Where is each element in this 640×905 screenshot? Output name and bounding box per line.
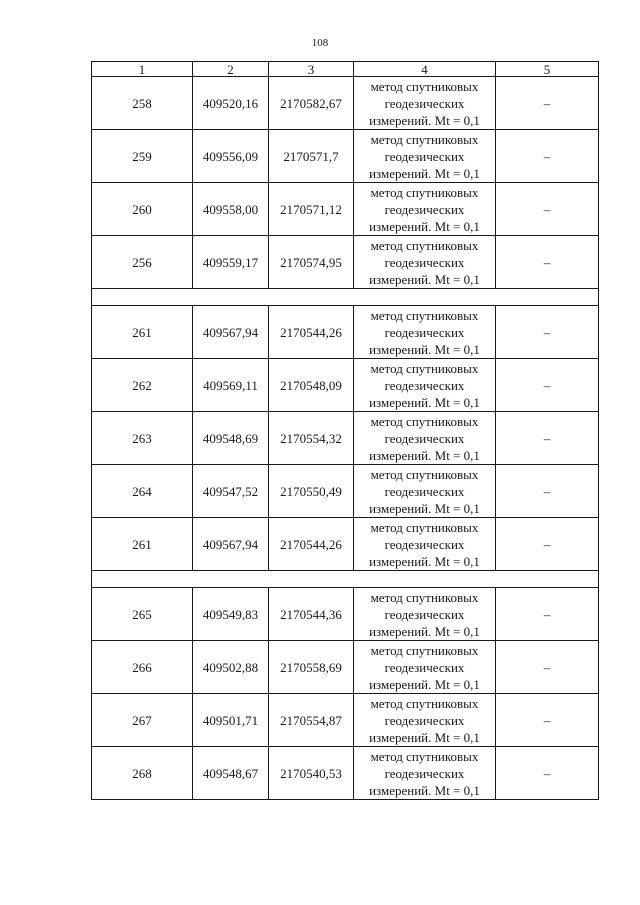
method-line: геодезических: [384, 254, 465, 270]
x-coordinate-cell: 409558,00: [193, 183, 269, 236]
x-coordinate-cell: 409556,09: [193, 130, 269, 183]
note-cell: –: [496, 236, 599, 289]
method-cell: [354, 412, 496, 465]
method-cell: [354, 359, 496, 412]
method-line: измерений. Mt = 0,1: [369, 447, 480, 463]
point-number-cell: 267: [92, 694, 193, 747]
point-number-cell: 261: [92, 306, 193, 359]
method-line: измерений. Mt = 0,1: [369, 341, 480, 357]
method-line: измерений. Mt = 0,1: [369, 782, 480, 798]
method-cell: [354, 641, 496, 694]
table-row: [92, 747, 599, 800]
method-line: геодезических: [384, 377, 465, 393]
point-number-cell: 259: [92, 130, 193, 183]
x-coordinate-cell: 409548,67: [193, 747, 269, 800]
x-coordinate-cell: 409549,83: [193, 588, 269, 641]
method-line: геодезических: [384, 95, 465, 111]
group-separator-cell: [92, 289, 599, 306]
method-cell: [354, 465, 496, 518]
table-row: [92, 641, 599, 694]
note-cell: –: [496, 77, 599, 130]
method-line: геодезических: [384, 483, 465, 499]
method-line: измерений. Mt = 0,1: [369, 394, 480, 410]
header-row: [92, 62, 599, 77]
x-coordinate-cell: 409559,17: [193, 236, 269, 289]
x-coordinate-cell: 409547,52: [193, 465, 269, 518]
header-cell-3: 3: [269, 62, 354, 77]
header-cell-4: 4: [354, 62, 496, 77]
point-number-cell: 258: [92, 77, 193, 130]
point-number-cell: 262: [92, 359, 193, 412]
header-cell-1: 1: [92, 62, 193, 77]
y-coordinate-cell: 2170544,36: [269, 588, 354, 641]
point-number-cell: 261: [92, 518, 193, 571]
header-cell-5: 5: [496, 62, 599, 77]
method-line: метод спутниковых: [370, 237, 479, 253]
note-cell: –: [496, 641, 599, 694]
y-coordinate-cell: 2170544,26: [269, 518, 354, 571]
method-cell: [354, 306, 496, 359]
method-line: геодезических: [384, 536, 465, 552]
table-row: [92, 359, 599, 412]
method-line: метод спутниковых: [370, 642, 479, 658]
method-line: измерений. Mt = 0,1: [369, 729, 480, 745]
note-cell: –: [496, 183, 599, 236]
method-line: метод спутниковых: [370, 748, 479, 764]
note-cell: –: [496, 130, 599, 183]
method-line: метод спутниковых: [370, 360, 479, 376]
x-coordinate-cell: 409567,94: [193, 306, 269, 359]
x-coordinate-cell: 409520,16: [193, 77, 269, 130]
method-line: метод спутниковых: [370, 307, 479, 323]
method-line: геодезических: [384, 606, 465, 622]
x-coordinate-cell: 409502,88: [193, 641, 269, 694]
method-line: измерений. Mt = 0,1: [369, 553, 480, 569]
group-separator-cell: [92, 571, 599, 588]
note-cell: –: [496, 465, 599, 518]
point-number-cell: 264: [92, 465, 193, 518]
header-cell-2: 2: [193, 62, 269, 77]
method-line: геодезических: [384, 324, 465, 340]
method-line: измерений. Mt = 0,1: [369, 623, 480, 639]
method-line: измерений. Mt = 0,1: [369, 676, 480, 692]
y-coordinate-cell: 2170554,87: [269, 694, 354, 747]
table-row: [92, 77, 599, 130]
table-body: [92, 62, 599, 800]
method-cell: [354, 518, 496, 571]
x-coordinate-cell: 409567,94: [193, 518, 269, 571]
note-cell: –: [496, 306, 599, 359]
note-cell: –: [496, 694, 599, 747]
y-coordinate-cell: 2170554,32: [269, 412, 354, 465]
group-separator-row: [92, 289, 599, 306]
note-cell: –: [496, 359, 599, 412]
point-number-cell: 266: [92, 641, 193, 694]
method-line: метод спутниковых: [370, 131, 479, 147]
point-number-cell: 268: [92, 747, 193, 800]
table-row: [92, 588, 599, 641]
table-row: [92, 518, 599, 571]
y-coordinate-cell: 2170548,09: [269, 359, 354, 412]
y-coordinate-cell: 2170540,53: [269, 747, 354, 800]
method-line: метод спутниковых: [370, 78, 479, 94]
table-row: [92, 130, 599, 183]
method-line: метод спутниковых: [370, 466, 479, 482]
x-coordinate-cell: 409569,11: [193, 359, 269, 412]
method-line: метод спутниковых: [370, 413, 479, 429]
table-row: [92, 694, 599, 747]
note-cell: –: [496, 518, 599, 571]
method-line: геодезических: [384, 712, 465, 728]
method-cell: [354, 236, 496, 289]
method-line: измерений. Mt = 0,1: [369, 218, 480, 234]
note-cell: –: [496, 588, 599, 641]
method-cell: [354, 183, 496, 236]
note-cell: –: [496, 747, 599, 800]
method-line: геодезических: [384, 148, 465, 164]
method-line: геодезических: [384, 430, 465, 446]
method-cell: [354, 130, 496, 183]
y-coordinate-cell: 2170571,12: [269, 183, 354, 236]
x-coordinate-cell: 409501,71: [193, 694, 269, 747]
point-number-cell: 260: [92, 183, 193, 236]
method-line: геодезических: [384, 659, 465, 675]
group-separator-row: [92, 571, 599, 588]
table-row: [92, 412, 599, 465]
y-coordinate-cell: 2170544,26: [269, 306, 354, 359]
y-coordinate-cell: 2170550,49: [269, 465, 354, 518]
method-line: измерений. Mt = 0,1: [369, 165, 480, 181]
point-number-cell: 263: [92, 412, 193, 465]
note-cell: –: [496, 412, 599, 465]
method-line: метод спутниковых: [370, 695, 479, 711]
table-row: [92, 306, 599, 359]
y-coordinate-cell: 2170558,69: [269, 641, 354, 694]
method-cell: [354, 77, 496, 130]
point-number-cell: 256: [92, 236, 193, 289]
method-line: геодезических: [384, 765, 465, 781]
method-line: измерений. Mt = 0,1: [369, 271, 480, 287]
y-coordinate-cell: 2170574,95: [269, 236, 354, 289]
method-line: метод спутниковых: [370, 589, 479, 605]
table-row: [92, 465, 599, 518]
method-line: измерений. Mt = 0,1: [369, 500, 480, 516]
point-number-cell: 265: [92, 588, 193, 641]
table-row: [92, 183, 599, 236]
coordinates-table: [91, 61, 599, 800]
method-line: метод спутниковых: [370, 184, 479, 200]
method-cell: [354, 747, 496, 800]
method-line: геодезических: [384, 201, 465, 217]
x-coordinate-cell: 409548,69: [193, 412, 269, 465]
method-line: метод спутниковых: [370, 519, 479, 535]
table-row: [92, 236, 599, 289]
y-coordinate-cell: 2170571,7: [269, 130, 354, 183]
y-coordinate-cell: 2170582,67: [269, 77, 354, 130]
method-cell: [354, 694, 496, 747]
method-line: измерений. Mt = 0,1: [369, 112, 480, 128]
page-number: 108: [311, 37, 329, 49]
method-cell: [354, 588, 496, 641]
